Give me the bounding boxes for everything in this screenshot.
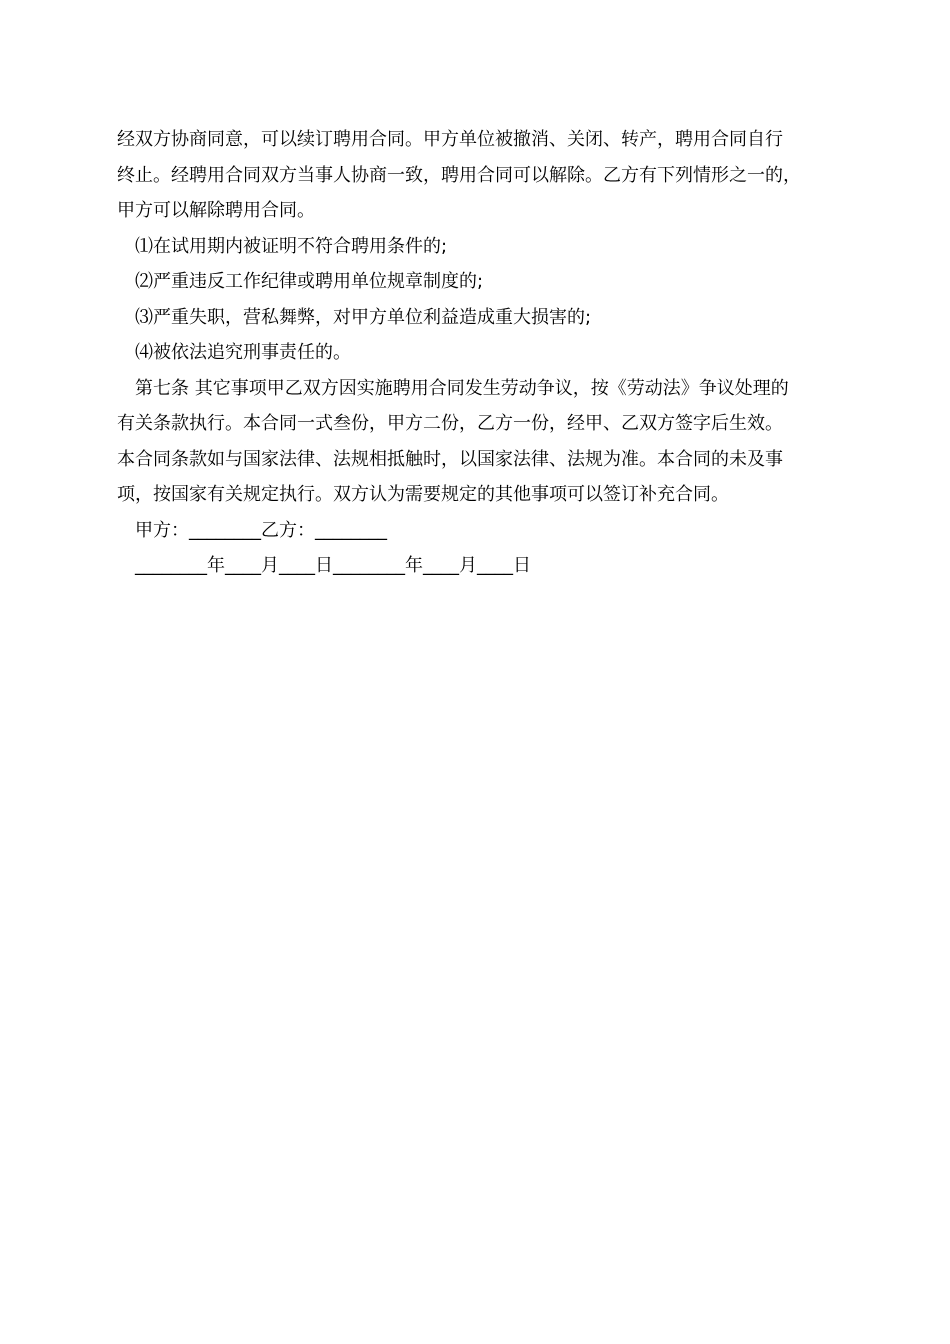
signature-line: 甲方：________乙方：________	[135, 519, 387, 541]
paragraph-line-3: 甲方可以解除聘用合同。	[117, 200, 315, 221]
termination-item-3: ⑶严重失职，营私舞弊，对甲方单位利益造成重大损害的;	[135, 306, 592, 328]
date-line: ________年____月____日________年____月____日	[135, 555, 531, 576]
termination-item-1: ⑴在试用期内被证明不符合聘用条件的;	[135, 235, 448, 257]
contract-body	[117, 122, 847, 584]
termination-item-2: ⑵严重违反工作纪律或聘用单位规章制度的;	[135, 271, 484, 292]
paragraph-line-2: 终止。经聘用合同双方当事人协商一致，聘用合同可以解除。乙方有下列情形之一的，	[117, 164, 801, 186]
article-seven-line-2: 有关条款执行。本合同一式叁份，甲方二份，乙方一份，经甲、乙双方签字后生效。	[117, 413, 783, 434]
termination-item-4: ⑷被依法追究刑事责任的。	[135, 342, 351, 363]
paragraph-line-1: 经双方协商同意，可以续订聘用合同。甲方单位被撤消、关闭、转产，聘用合同自行	[117, 129, 783, 150]
article-seven-line-3: 本合同条款如与国家法律、法规相抵触时，以国家法律、法规为准。本合同的未及事	[117, 448, 783, 470]
article-seven-line-4: 项，按国家有关规定执行。双方认为需要规定的其他事项可以签订补充合同。	[117, 484, 729, 505]
article-seven-line-1: 第七条 其它事项甲乙双方因实施聘用合同发生劳动争议，按《劳动法》争议处理的	[135, 377, 789, 399]
